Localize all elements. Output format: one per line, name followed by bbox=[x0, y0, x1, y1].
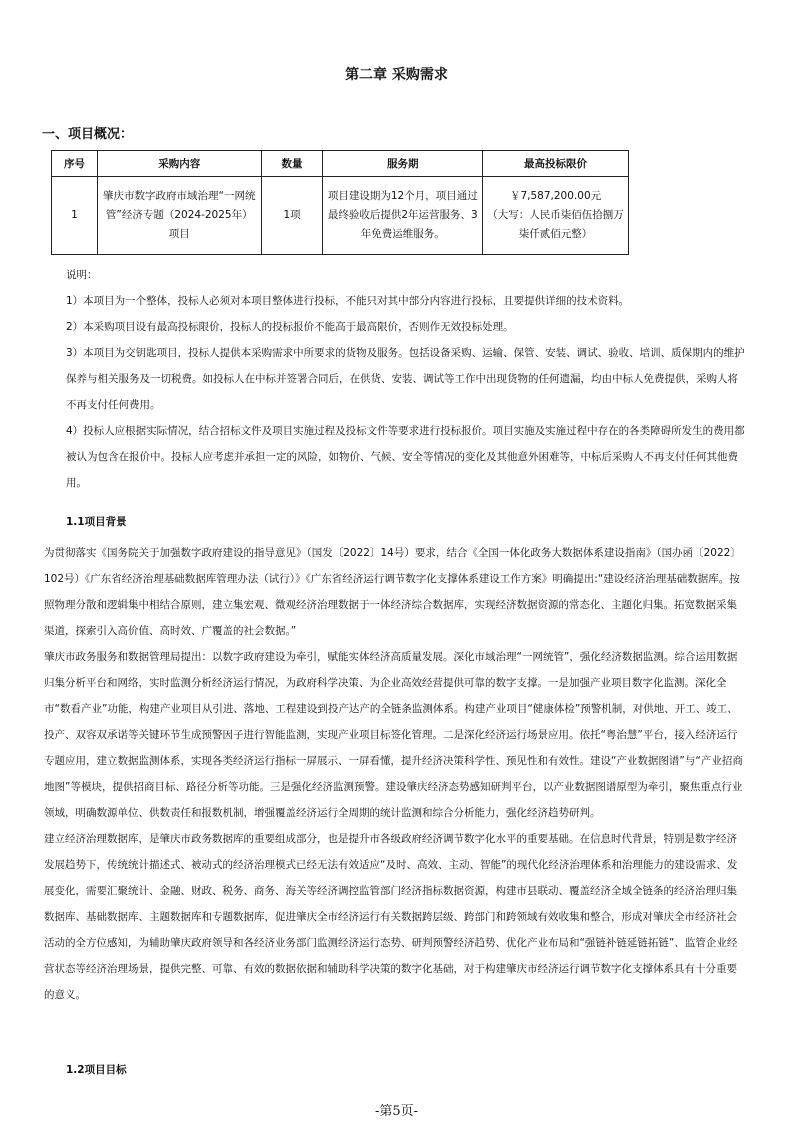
background-paragraph: 为贯彻落实《国务院关于加强数字政府建设的指导意见》（国发〔2022〕14号）要求，结合《全国一体化政务大数据体系建设指南》（国办函〔2022〕102号）《广东省经济治理基础数据库管理办法（试行）》《广东省经济运行调节数字化支撑体系建设工作方案》明确提出:“建设经济治理基础数据库。按照物理分散和逻辑集中相结合原则，建立集宏观、微观经济治理数据于一体经济综合数据库，实现经济数据资源的常态化、主题化归集。拓宽数据采集渠道，探索引入高价值、高时效、广覆盖的社会数据。” bbox=[44, 547, 741, 637]
price-in-words: （大写：人民币柒佰伍拾捌万柒仟贰佰元整） bbox=[487, 209, 624, 240]
note-item: 2）本采购项目设有最高投标限价，投标人的投标报价不能高于最高限价，否则作无效投标处理。 bbox=[66, 321, 514, 333]
background-section bbox=[44, 540, 746, 1008]
header-price: 最高投标限价 bbox=[483, 151, 629, 177]
price-number: ￥7,587,200.00元 bbox=[509, 190, 602, 202]
background-paragraph: 肇庆市政务服务和数据管理局提出：以数字政府建设为牵引，赋能实体经济高质量发展。深化市域治理“一网统管”，强化经济数据监测。综合运用数据归集分析平台和网络，实时监测分析经济运行情况，为政府科学决策、为企业高效经营提供可靠的数字支撑。一是加强产业项目数字化监测。深化全市“数看产业”功能，构建产业项目从引进、落地、工程建设到投产达产的全链条监测体系。构建产业项目“健康体检”预警机制，对供地、开工、竣工、投产、双容双承诺等关键环节生成预警因子进行智能监测，实现产业项目标签化管理。二是深化经济运行场景应用。依托“粤治慧”平台，接入经济运行专题应用，建立数据监测体系，实现各类经济运行指标一屏展示、一屏看懂，提升经济决策科学性、预见性和有效性。建设“产业数据图谱”与“产业招商地图”等模块，提供招商目标、路径分析等功能。三是强化经济监测预警。建设肇庆经济态势感知研判平台，以产业数据图谱原型为牵引，聚焦重点行业领域，明确数源单位、供数责任和报数机制，增强覆盖经济运行全周期的统计监测和综合分析能力，强化经济趋势研判。 bbox=[44, 651, 743, 819]
note-item-text: 3）本项目为交钥匙项目，投标人提供本采购需求中所要求的货物及服务。包括设备采购、运输、保管、安装、调试、验收、培训、质保期内的维护保养与相关服务及一切税费。如投标人在中标并签署合同后，在供货、安装、调试等工作中出现货物的任何遗漏，均由中标人免费提供，采购人将不再支付任何费用。 bbox=[66, 347, 745, 411]
note-item-text: 4）投标人应根据实际情况，结合招标文件及项目实施过程及投标文件等要求进行投标报价。项目实施及实施过程中存在的各类障碍所发生的费用都被认为包含在报价中。投标人应考虑并承担一定的风险，如物价、气候、安全等情况的变化及其他意外困难等，中标后采购人不再支付任何其他费用。 bbox=[66, 425, 745, 489]
table-header-row bbox=[52, 151, 629, 177]
header-qty: 数量 bbox=[261, 151, 323, 177]
subsection-heading-background: 1.1项目背景 bbox=[66, 516, 127, 528]
note-item bbox=[44, 418, 746, 496]
note-item: 1）本项目为一个整体，投标人必须对本项目整体进行投标，不能只对其中部分内容进行投标，且要提供详细的技术资料。 bbox=[66, 295, 630, 307]
table-row bbox=[52, 177, 629, 255]
cell-no: 1 bbox=[52, 177, 98, 255]
header-no: 序号 bbox=[52, 151, 98, 177]
notes-section bbox=[66, 262, 746, 496]
note-item bbox=[44, 340, 746, 418]
background-paragraph: 建立经济治理数据库，是肇庆市政务数据库的重要组成部分，也是提升市各级政府经济调节数字化水平的重要基础。在信息时代背景，特别是数字经济发展趋势下，传统统计描述式、被动式的经济治理模式已经无法有效适应“及时、高效、主动、智能”的现代化经济治理体系和治理能力的建设需求、发展变化，需要汇聚统计、金融、财政、税务、商务、海关等经济调控监管部门经济指标数据资源，构建市县联动、覆盖经济全域全链条的经济治理归集数据库、基础数据库、主题数据库和专题数据库，促进肇庆全市经济运行有关数据跨层级、跨部门和跨领域有效收集和整合，形成对肇庆全市经济社会活动的全方位感知，为辅助肇庆政府领导和各经济业务部门监测经济运行态势、研判预警经济趋势、优化产业布局和“强链补链延链拓链”、监管企业经营状态等经济治理场景，提供完整、可靠、有效的数据依据和辅助科学决策的数字化基础，对于构建肇庆市经济运行调节数字化支撑体系具有十分重要的意义。 bbox=[44, 833, 738, 1001]
subsection-heading-goals: 1.2项目目标 bbox=[66, 1064, 127, 1076]
cell-price bbox=[483, 177, 629, 255]
chapter-title: 第二章 采购需求 bbox=[345, 67, 448, 83]
cell-period: 项目建设期为12个月，项目通过最终验收后提供2年运营服务、3年免费运维服务。 bbox=[323, 177, 483, 255]
cell-content: 肇庆市数字政府市域治理“一网统管”经济专题（2024-2025年）项目 bbox=[97, 177, 261, 255]
page-number: -第5页- bbox=[374, 1104, 419, 1119]
section-heading: 一、项目概况： bbox=[42, 127, 134, 142]
header-content: 采购内容 bbox=[97, 151, 261, 177]
project-table bbox=[51, 150, 629, 255]
notes-label: 说明： bbox=[66, 269, 98, 281]
cell-qty: 1项 bbox=[261, 177, 323, 255]
header-period: 服务期 bbox=[323, 151, 483, 177]
